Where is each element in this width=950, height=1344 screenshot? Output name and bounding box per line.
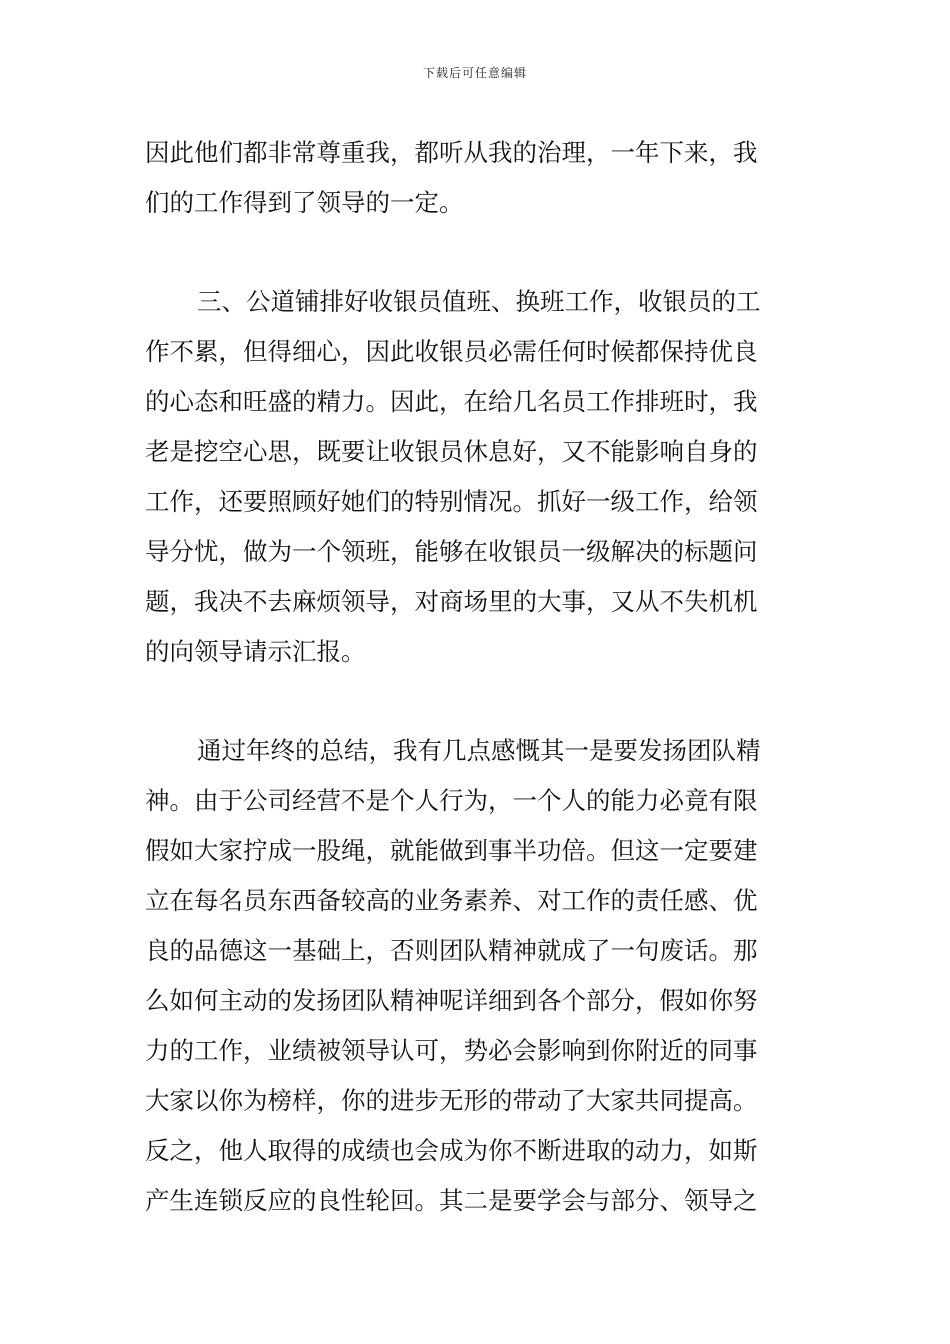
text-line: 题，我决不去麻烦领导，对商场里的大事，又从不失机机 (145, 587, 758, 616)
text-line: 导分忧，做为一个领班，能够在收银员一级解决的标题问 (145, 537, 758, 566)
paragraph-gap (145, 228, 809, 277)
text-line: 力的工作，业绩被领导认可，势必会影响到你附近的同事 (145, 1036, 758, 1065)
text-line: 因此他们都非常尊重我，都听从我的治理，一年下来，我 (145, 138, 758, 167)
paragraph-1 (145, 128, 809, 228)
text-line: 大家以你为榜样，你的进步无形的带动了大家共同提高。 (145, 1086, 758, 1115)
text-line: 立在每名员东西备较高的业务素养、对工作的责任感、优 (145, 886, 758, 915)
text-line: 的心态和旺盛的精力。因此，在给几名员工作排班时，我 (145, 387, 758, 416)
text-line: 们的工作得到了领导的一定。 (145, 188, 464, 217)
text-line: 三、公道铺排好收银员值班、换班工作，收银员的工 (197, 287, 761, 316)
text-line: 产生连锁反应的良性轮回。其二是要学会与部分、领导之 (145, 1186, 758, 1215)
text-line: 老是挖空心思，既要让收银员休息好，又不能影响自身的 (145, 437, 758, 466)
paragraph-3 (145, 726, 809, 1226)
text-line: 反之，他人取得的成绩也会成为你不断进取的动力，如斯 (145, 1136, 758, 1165)
text-line: 的向领导请示汇报。 (145, 637, 366, 666)
text-line: 假如大家拧成一股绳，就能做到事半功倍。但这一定要建 (145, 836, 758, 865)
text-line: 通过年终的总结，我有几点感慨其一是要发扬团队精 (197, 736, 761, 765)
paragraph-2 (145, 277, 809, 677)
paragraph-gap (145, 677, 809, 726)
document-body (145, 128, 809, 1226)
text-line: 神。由于公司经营不是个人行为，一个人的能力必竟有限 (145, 786, 758, 815)
page-header: 下载后可任意编辑 (422, 66, 527, 80)
text-line: 良的品德这一基础上，否则团队精神就成了一句废话。那 (145, 936, 758, 965)
text-line: 工作，还要照顾好她们的特别情况。抓好一级工作，给领 (145, 487, 758, 516)
text-line: 么如何主动的发扬团队精神呢详细到各个部分，假如你努 (145, 986, 758, 1015)
text-line: 作不累，但得细心，因此收银员必需任何时候都保持优良 (145, 337, 758, 366)
